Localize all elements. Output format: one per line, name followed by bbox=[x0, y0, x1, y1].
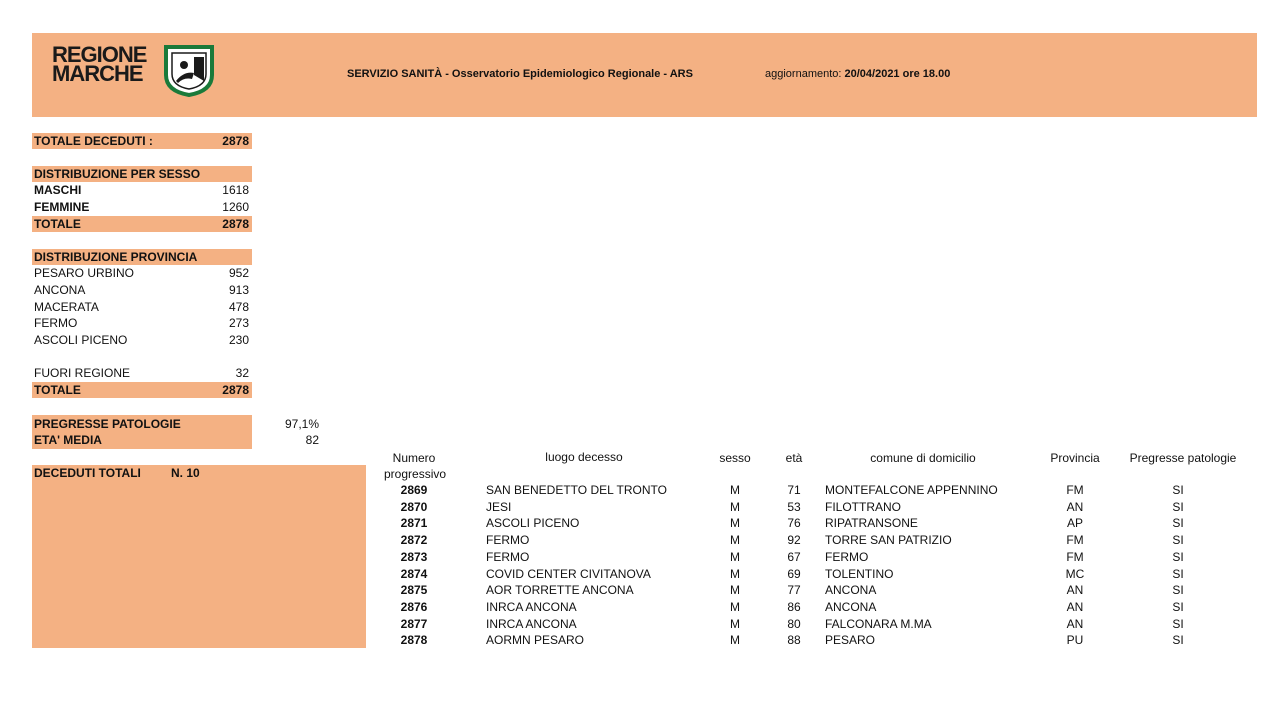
sesso-value: 1260 bbox=[222, 200, 249, 214]
header-pregresse: Pregresse patologie bbox=[1129, 451, 1237, 465]
pregresse-cell: SI bbox=[1172, 600, 1184, 614]
sesso-cell: M bbox=[730, 516, 740, 530]
luogo-cell: FERMO bbox=[486, 533, 530, 547]
provincia-cell: AN bbox=[1066, 600, 1084, 614]
logo-line-1: REGIONE bbox=[52, 42, 147, 67]
sesso-label: FEMMINE bbox=[34, 200, 90, 214]
pregresse-cell: SI bbox=[1172, 533, 1184, 547]
header-luogo: luogo decesso bbox=[545, 450, 623, 464]
pregresse-cell: SI bbox=[1172, 516, 1184, 530]
service-title: SERVIZIO SANITÀ - Osservatorio Epidemiologico Regionale - ARS bbox=[347, 68, 693, 80]
sesso-cell: M bbox=[730, 500, 740, 514]
eta-cell: 80 bbox=[787, 617, 801, 631]
eta-cell: 77 bbox=[787, 583, 801, 597]
header-provincia: Provincia bbox=[1050, 451, 1100, 465]
provincia-value: 952 bbox=[228, 266, 249, 280]
progressivo-cell: 2874 bbox=[400, 567, 428, 581]
provincia-total-value: 2878 bbox=[222, 383, 249, 397]
pregresse-cell: SI bbox=[1172, 550, 1184, 564]
provincia-cell: FM bbox=[1066, 550, 1084, 564]
progressivo-cell: 2870 bbox=[400, 500, 428, 514]
sesso-value: 1618 bbox=[222, 183, 249, 197]
provincia-label: ASCOLI PICENO bbox=[34, 333, 128, 347]
header-banner bbox=[32, 33, 1257, 117]
provincia-cell: PU bbox=[1066, 633, 1084, 647]
comune-cell: FILOTTRANO bbox=[825, 500, 902, 514]
provincia-cell: FM bbox=[1066, 533, 1084, 547]
pregresse-label: PREGRESSE PATOLOGIE bbox=[34, 417, 181, 431]
comune-cell: TORRE SAN PATRIZIO bbox=[825, 533, 952, 547]
provincia-title: DISTRIBUZIONE PROVINCIA bbox=[34, 250, 198, 264]
pregresse-cell: SI bbox=[1172, 483, 1184, 497]
sesso-label: MASCHI bbox=[34, 183, 82, 197]
sesso-title: DISTRIBUZIONE PER SESSO bbox=[34, 167, 201, 181]
provincia-row bbox=[32, 265, 252, 281]
progressivo-cell: 2869 bbox=[400, 483, 428, 497]
progressivo-cell: 2871 bbox=[400, 516, 428, 530]
sesso-cell: M bbox=[730, 583, 740, 597]
sesso-total-row bbox=[32, 216, 252, 232]
provincia-value: 913 bbox=[228, 283, 249, 297]
comune-cell: ANCONA bbox=[825, 583, 877, 597]
pregresse-value: 97,1% bbox=[284, 417, 319, 431]
provincia-row bbox=[32, 282, 252, 298]
comune-cell: RIPATRANSONE bbox=[825, 516, 918, 530]
logo-line-2: MARCHE bbox=[52, 61, 143, 86]
sesso-cell: M bbox=[730, 483, 740, 497]
sesso-total-value: 2878 bbox=[222, 217, 249, 231]
provincia-cell: AN bbox=[1066, 617, 1084, 631]
provincia-cell: MC bbox=[1065, 567, 1085, 581]
luogo-cell: COVID CENTER CIVITANOVA bbox=[486, 567, 651, 581]
eta-cell: 53 bbox=[787, 500, 801, 514]
progressivo-cell: 2878 bbox=[400, 633, 428, 647]
provincia-cell: AN bbox=[1066, 500, 1084, 514]
provincia-row bbox=[32, 299, 252, 315]
deceduti-totali-n: N. 10 bbox=[171, 466, 200, 480]
progressivo-cell: 2875 bbox=[400, 583, 428, 597]
regione-marche-logo-text bbox=[52, 42, 147, 86]
header-numero-line2: progressivo bbox=[384, 467, 447, 481]
eta-cell: 92 bbox=[787, 533, 801, 547]
provincia-cell: FM bbox=[1066, 483, 1084, 497]
pregresse-cell: SI bbox=[1172, 567, 1184, 581]
luogo-cell: INRCA ANCONA bbox=[486, 617, 577, 631]
sesso-cell: M bbox=[730, 550, 740, 564]
luogo-cell: FERMO bbox=[486, 550, 530, 564]
progressivo-cell: 2873 bbox=[400, 550, 428, 564]
comune-cell: FERMO bbox=[825, 550, 869, 564]
comune-cell: TOLENTINO bbox=[825, 567, 894, 581]
sesso-title-row bbox=[32, 166, 252, 182]
pregresse-cell: SI bbox=[1172, 500, 1184, 514]
provincia-value: 273 bbox=[228, 316, 249, 330]
luogo-cell: AOR TORRETTE ANCONA bbox=[486, 583, 634, 597]
luogo-cell: JESI bbox=[486, 500, 512, 514]
pregresse-cell: SI bbox=[1172, 633, 1184, 647]
eta-cell: 71 bbox=[787, 483, 801, 497]
sesso-cell: M bbox=[730, 533, 740, 547]
sesso-cell: M bbox=[730, 600, 740, 614]
eta-media-value: 82 bbox=[305, 433, 319, 447]
provincia-value: 478 bbox=[228, 300, 249, 314]
comune-cell: ANCONA bbox=[825, 600, 877, 614]
header-sesso: sesso bbox=[719, 451, 751, 465]
pregresse-cell: SI bbox=[1172, 583, 1184, 597]
eta-cell: 69 bbox=[787, 567, 801, 581]
provincia-cell: AN bbox=[1066, 583, 1084, 597]
fuori-regione-value: 32 bbox=[235, 366, 249, 380]
provincia-total-label: TOTALE bbox=[34, 383, 81, 397]
update-label: aggiornamento: bbox=[765, 68, 845, 80]
fuori-regione-row bbox=[32, 365, 252, 381]
progressivo-cell: 2876 bbox=[400, 600, 428, 614]
luogo-cell: SAN BENEDETTO DEL TRONTO bbox=[486, 483, 667, 497]
header-comune: comune di domicilio bbox=[870, 451, 976, 465]
sesso-row-femmine bbox=[32, 199, 252, 215]
regione-marche-shield-icon bbox=[164, 45, 214, 97]
sesso-row-maschi bbox=[32, 182, 252, 198]
totale-deceduti-row bbox=[32, 133, 252, 149]
header-eta: età bbox=[785, 451, 803, 465]
provincia-label: PESARO URBINO bbox=[34, 266, 135, 280]
provincia-row bbox=[32, 332, 252, 348]
provincia-label: MACERATA bbox=[34, 300, 99, 314]
provincia-row bbox=[32, 315, 252, 331]
sesso-cell: M bbox=[730, 633, 740, 647]
sesso-cell: M bbox=[730, 567, 740, 581]
provincia-value: 230 bbox=[228, 333, 249, 347]
comune-cell: FALCONARA M.MA bbox=[825, 617, 932, 631]
update-info bbox=[765, 68, 950, 80]
deceduti-totali-box bbox=[32, 465, 366, 648]
provincia-title-row bbox=[32, 249, 252, 265]
luogo-cell: INRCA ANCONA bbox=[486, 600, 577, 614]
pregresse-cell: SI bbox=[1172, 617, 1184, 631]
eta-media-label: ETA' MEDIA bbox=[34, 433, 102, 447]
luogo-cell: AORMN PESARO bbox=[486, 633, 585, 647]
provincia-label: ANCONA bbox=[34, 283, 86, 297]
fuori-regione-label: FUORI REGIONE bbox=[34, 366, 131, 380]
deceduti-totali-label: DECEDUTI TOTALI bbox=[34, 466, 141, 480]
progressivo-cell: 2872 bbox=[400, 533, 428, 547]
provincia-label: FERMO bbox=[34, 316, 78, 330]
eta-cell: 88 bbox=[787, 633, 801, 647]
sesso-cell: M bbox=[730, 617, 740, 631]
header-numero-line1: Numero bbox=[392, 451, 436, 465]
update-value: 20/04/2021 ore 18.00 bbox=[844, 68, 951, 80]
comune-cell: PESARO bbox=[825, 633, 876, 647]
provincia-cell: AP bbox=[1066, 516, 1083, 530]
luogo-cell: ASCOLI PICENO bbox=[486, 516, 580, 530]
totale-deceduti-value: 2878 bbox=[222, 134, 249, 148]
sesso-total-label: TOTALE bbox=[34, 217, 81, 231]
eta-cell: 86 bbox=[787, 600, 801, 614]
comune-cell: MONTEFALCONE APPENNINO bbox=[825, 483, 998, 497]
totale-deceduti-label: TOTALE DECEDUTI : bbox=[34, 134, 153, 148]
header-numero bbox=[384, 450, 447, 482]
eta-cell: 67 bbox=[787, 550, 801, 564]
eta-cell: 76 bbox=[787, 516, 801, 530]
provincia-total-row bbox=[32, 382, 252, 398]
progressivo-cell: 2877 bbox=[400, 617, 428, 631]
